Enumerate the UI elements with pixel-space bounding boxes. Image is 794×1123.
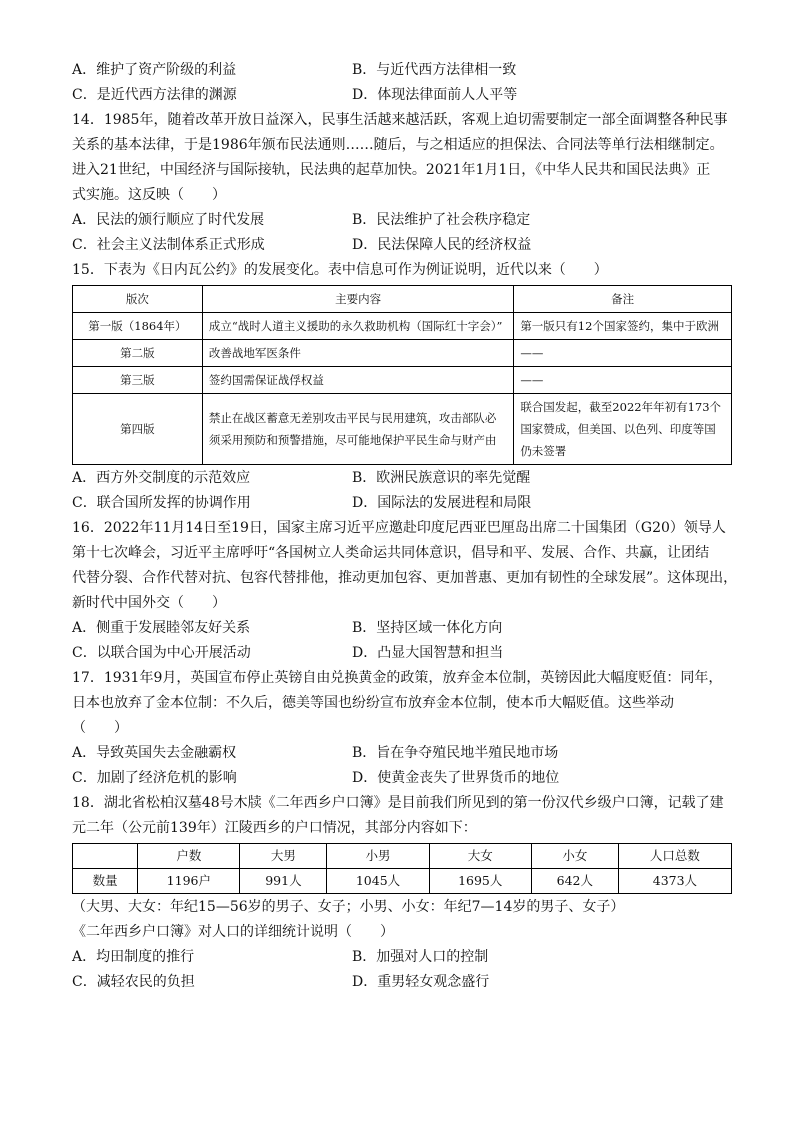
q16-option-a[interactable]: A．侧重于发展睦邻友好关系 [72, 620, 251, 636]
cell-note: 第一版只有12个国家签约，集中于欧洲 [514, 313, 732, 340]
cell-version: 第一版（1864年） [73, 313, 203, 340]
q17-stem-line: （ ） [72, 720, 128, 736]
q14-options [72, 208, 732, 258]
q16-stem-line: 新时代中国外交（ ） [72, 595, 226, 611]
header-adult-female: 大女 [429, 844, 531, 869]
table-header-row [73, 286, 732, 313]
table-row [73, 869, 732, 894]
q14-option-a[interactable]: A．民法的颁行顺应了时代发展 [72, 212, 265, 228]
q17-stem-line: 日本也放弃了金本位制：不久后，德美等国也纷纷宣布放弃金本位制，使本币大幅贬值。这些举动 [72, 695, 674, 711]
q13-option-d[interactable]: D．体现法律面前人人平等 [352, 87, 518, 103]
table-row [73, 313, 732, 340]
q17-stem-line: 17．1931年9月，英国宣布停止英镑自由兑换黄金的政策，放弃金本位制，英镑因此大幅度贬值：同年， [72, 670, 723, 686]
header-households: 户数 [138, 844, 240, 869]
q13-option-b[interactable]: B．与近代西方法律相一致 [352, 62, 517, 78]
q14-stem-line: 关系的基本法律，于是1986年颁布民法通则……随后，与之相适应的担保法、合同法等单行法相继制定。 [72, 137, 724, 153]
q15-option-d[interactable]: D．国际法的发展进程和局限 [352, 495, 532, 511]
q18-stem-line: 18．湖北省松柏汉墓48号木牍《二年西乡户口簿》是目前我们所见到的第一份汉代乡级户口簿，记载了建 [72, 795, 724, 811]
q16-stem-line: 16．2022年11月14日至19日，国家主席习近平应邀赴印度尼西亚巴厘岛出席二十国集团（G20）领导人 [72, 520, 726, 536]
header-young-female: 小女 [531, 844, 618, 869]
q17-option-c[interactable]: C．加剧了经济危机的影响 [72, 770, 237, 786]
cell-adult-male: 991人 [240, 869, 327, 894]
q18-option-d[interactable]: D．重男轻女观念盛行 [352, 974, 490, 990]
geneva-convention-table [72, 285, 732, 465]
cell-content: 成立“战时人道主义援助的永久救助机构（国际红十字会）” [202, 313, 513, 340]
q14-stem-line: 进入21世纪，中国经济与国际接轨，民法典的起草加快。2021年1月1日，《中华人民共和国民法典》正 [72, 162, 711, 178]
cell-households: 1196户 [138, 869, 240, 894]
q18-note: （大男、大女：年纪15—56岁的男子、女子；小男、小女：年纪7—14岁的男子、女子） [72, 899, 625, 915]
exam-page [72, 58, 738, 995]
header-total-population: 人口总数 [618, 844, 731, 869]
table-row [73, 394, 732, 465]
cell-row-label: 数量 [73, 869, 138, 894]
q14-option-b[interactable]: B．民法维护了社会秩序稳定 [352, 212, 531, 228]
q16-stem-line: 第十七次峰会，习近平主席呼吁“各国树立人类命运共同体意识，倡导和平、发展、合作、共赢，让团结 [72, 545, 710, 561]
q13-options [72, 58, 732, 108]
cell-version: 第三版 [73, 367, 203, 394]
header-version: 版次 [73, 286, 203, 313]
cell-version: 第二版 [73, 340, 203, 367]
question-14 [72, 108, 732, 258]
q15-options [72, 466, 732, 516]
q15-stem: 15．下表为《日内瓦公约》的发展变化。表中信息可作为例证说明，近代以来（ ） [72, 262, 608, 278]
q16-option-d[interactable]: D．凸显大国智慧和担当 [352, 645, 504, 661]
header-content: 主要内容 [202, 286, 513, 313]
cell-young-female: 642人 [531, 869, 618, 894]
cell-version: 第四版 [73, 394, 203, 465]
q16-option-b[interactable]: B．坚持区域一体化方向 [352, 620, 503, 636]
q16-option-c[interactable]: C．以联合国为中心开展活动 [72, 645, 251, 661]
q14-option-d[interactable]: D．民法保障人民的经济权益 [352, 237, 532, 253]
q15-option-a[interactable]: A．西方外交制度的示范效应 [72, 470, 251, 486]
q14-stem-line: 14．1985年，随着改革开放日益深入，民事生活越来越活跃，客观上迫切需要制定一部全面调整各种民事 [72, 112, 728, 128]
cell-total-population: 4373人 [618, 869, 731, 894]
header-adult-male: 大男 [240, 844, 327, 869]
q13-option-a[interactable]: A．维护了资产阶级的利益 [72, 62, 237, 78]
cell-young-male: 1045人 [327, 869, 429, 894]
header-young-male: 小男 [327, 844, 429, 869]
q18-options [72, 945, 732, 995]
q16-stem-line: 代替分裂、合作代替对抗、包容代替排他，推动更加包容、更加普惠、更加有韧性的全球发展”。这体现出， [72, 570, 738, 586]
q18-option-b[interactable]: B．加强对人口的控制 [352, 949, 489, 965]
header-note: 备注 [514, 286, 732, 313]
q17-option-d[interactable]: D．使黄金丧失了世界货币的地位 [352, 770, 560, 786]
cell-content: 改善战地军医条件 [202, 340, 513, 367]
q18-option-c[interactable]: C．减轻农民的负担 [72, 974, 195, 990]
q16-options [72, 616, 732, 666]
question-15 [72, 258, 732, 516]
household-register-table [72, 843, 732, 894]
cell-note: —— [514, 367, 732, 394]
table-row [73, 367, 732, 394]
cell-content: 禁止在战区蓄意无差别攻击平民与民用建筑，攻击部队必须采用预防和预警措施，尽可能地保护平民生命与财产由 [202, 394, 513, 465]
cell-adult-female: 1695人 [429, 869, 531, 894]
q14-option-c[interactable]: C．社会主义法制体系正式形成 [72, 237, 265, 253]
q18-stem-line: 元二年（公元前139年）江陵西乡的户口情况，其部分内容如下： [72, 820, 477, 836]
cell-note: —— [514, 340, 732, 367]
question-16 [72, 516, 738, 666]
q18-question: 《二年西乡户口簿》对人口的详细统计说明（ ） [72, 924, 394, 940]
question-18 [72, 791, 732, 995]
q17-option-a[interactable]: A．导致英国失去金融霸权 [72, 745, 237, 761]
q17-options [72, 741, 732, 791]
header-blank [73, 844, 138, 869]
q14-stem-line: 式实施。这反映（ ） [72, 187, 226, 203]
q13-option-c[interactable]: C．是近代西方法律的渊源 [72, 87, 237, 103]
cell-note: 联合国发起，截至2022年年初有173个国家赞成，但美国、以色列、印度等国仍未签署 [514, 394, 732, 465]
question-17 [72, 666, 732, 791]
q15-option-b[interactable]: B．欧洲民族意识的率先觉醒 [352, 470, 531, 486]
table-header-row [73, 844, 732, 869]
table-row [73, 340, 732, 367]
q15-option-c[interactable]: C．联合国所发挥的协调作用 [72, 495, 251, 511]
cell-content: 签约国需保证战俘权益 [202, 367, 513, 394]
q17-option-b[interactable]: B．旨在争夺殖民地半殖民地市场 [352, 745, 559, 761]
q18-option-a[interactable]: A．均田制度的推行 [72, 949, 195, 965]
